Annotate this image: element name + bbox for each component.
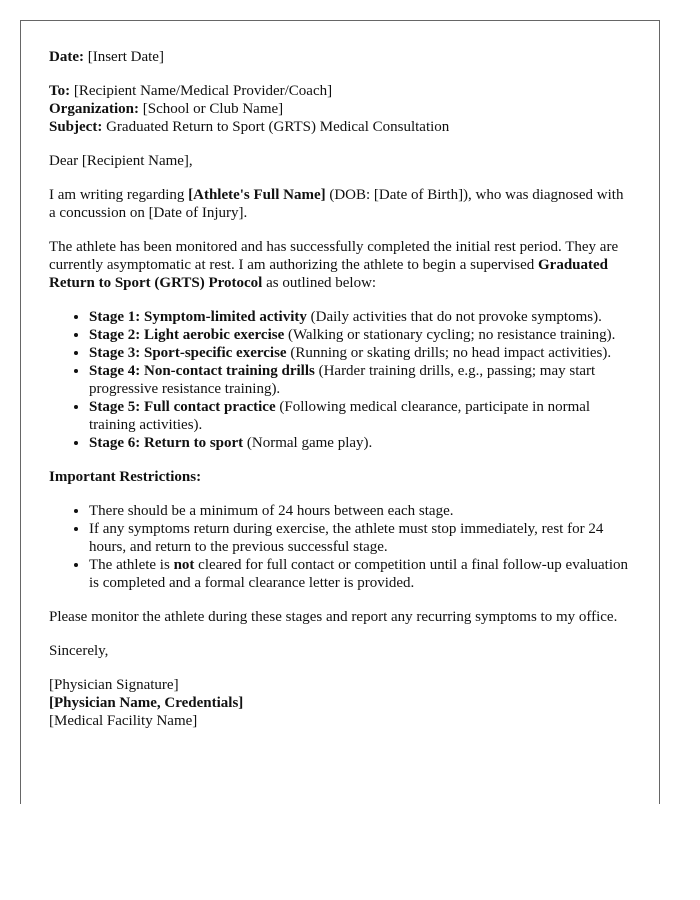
stage-description: (Following medical clearance, participate in normal training activities). — [89, 399, 591, 433]
signature-block — [49, 676, 631, 730]
stage-title: Stage 5: Full contact practice — [89, 399, 276, 415]
stage-title: Stage 3: Sport-specific exercise — [89, 345, 287, 361]
date-line — [49, 48, 631, 66]
stage-item — [89, 308, 631, 326]
stages-list — [49, 308, 631, 452]
stage-description: (Running or skating drills; no head impact activities). — [286, 345, 612, 361]
stage-title: Stage 6: Return to sport — [89, 435, 244, 451]
restriction-item — [89, 556, 631, 592]
stage-item — [89, 326, 631, 344]
athlete-name: [Athlete's Full Name] — [188, 187, 326, 203]
intro-text-2: (DOB: [Date of Birth]), who was diagnosed with a concussion on [Date of Injury]. — [49, 187, 624, 221]
status-text-1: The athlete has been monitored and has successfully completed the initial rest period. They are currently asymptomatic at rest. I am authorizing the athlete to begin a supervised — [49, 239, 619, 273]
restrictions-heading-text: Important Restrictions: — [49, 469, 202, 485]
physician-name: [Physician Name, Credentials] — [49, 695, 244, 711]
to-label: To: — [49, 83, 71, 99]
restriction-text-2: cleared for full contact or competition until a final follow-up evaluation is completed and a formal clearance letter is provided. — [89, 557, 629, 591]
date-label: Date: — [49, 49, 84, 65]
restrictions-list — [49, 502, 631, 592]
organization-value: [School or Club Name] — [139, 101, 284, 117]
stage-title: Stage 4: Non-contact training drills — [89, 363, 315, 379]
subject-label: Subject: — [49, 119, 103, 135]
signoff: Sincerely, — [49, 643, 109, 659]
recipient-block — [49, 82, 631, 136]
restriction-text-1: The athlete is — [89, 557, 174, 573]
stage-item — [89, 434, 631, 452]
intro-paragraph — [49, 186, 631, 222]
to-value: [Recipient Name/Medical Provider/Coach] — [70, 83, 333, 99]
status-paragraph — [49, 238, 631, 292]
subject-value: Graduated Return to Sport (GRTS) Medical Consultation — [102, 119, 450, 135]
status-text-2: as outlined below: — [262, 275, 377, 291]
subject-line — [49, 118, 631, 136]
intro-text-1: I am writing regarding — [49, 187, 189, 203]
date-value: [Insert Date] — [83, 49, 164, 65]
stage-description: (Harder training drills, e.g., passing; may start progressive resistance training). — [89, 363, 596, 397]
physician-signature: [Physician Signature] — [49, 677, 179, 693]
salutation: Dear [Recipient Name], — [49, 153, 193, 169]
stage-title: Stage 2: Light aerobic exercise — [89, 327, 285, 343]
stage-item — [89, 398, 631, 434]
stage-title: Stage 1: Symptom-limited activity — [89, 309, 307, 325]
stage-description: (Walking or stationary cycling; no resistance training). — [284, 327, 616, 343]
medical-facility: [Medical Facility Name] — [49, 713, 198, 729]
stage-item — [89, 344, 631, 362]
stage-item — [89, 362, 631, 398]
organization-line — [49, 100, 631, 118]
stage-description: (Daily activities that do not provoke symptoms). — [306, 309, 602, 325]
letter-document — [20, 20, 660, 804]
stage-description: (Normal game play). — [243, 435, 373, 451]
organization-label: Organization: — [49, 101, 139, 117]
protocol-name: Graduated Return to Sport (GRTS) Protocol — [49, 257, 609, 291]
restrictions-heading — [49, 468, 631, 486]
closing-paragraph: Please monitor the athlete during these stages and report any recurring symptoms to my office. — [49, 609, 618, 625]
to-line — [49, 82, 631, 100]
restriction-emphasis: not — [173, 557, 195, 573]
restriction-item: • If any symptoms return during exercise, the athlete must stop immediately, rest for 24 hours, and return to the previous successful stage. — [89, 520, 631, 556]
restriction-item: • There should be a minimum of 24 hours between each stage. — [89, 502, 631, 520]
